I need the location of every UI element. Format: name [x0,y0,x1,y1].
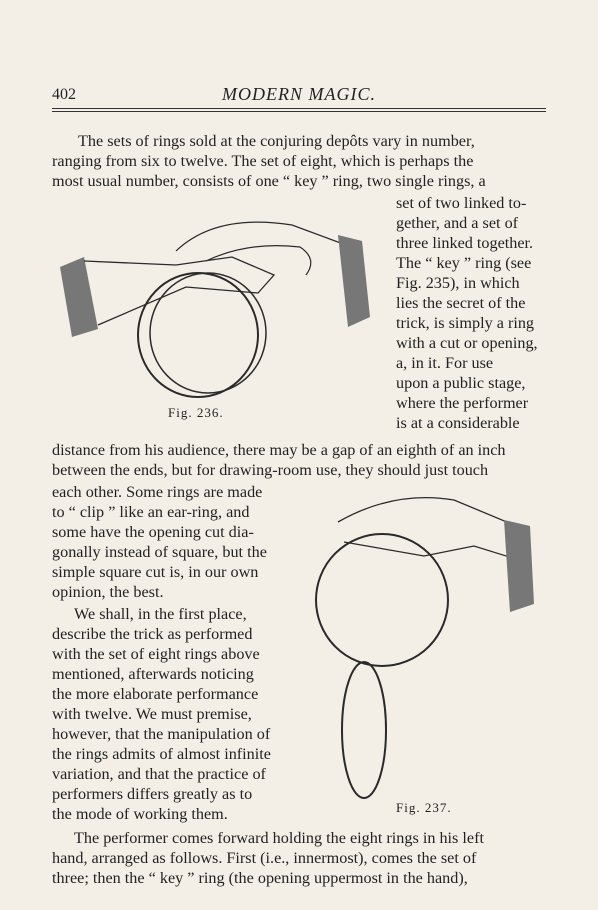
p2-line-8: the rings admits of almost infinite [52,745,271,763]
p1-line-7: The “ key ” ring (see [396,254,532,272]
p2-line-6: with twelve. We must premise, [52,705,252,723]
p1-line-22: simple square cut is, in our own [52,563,259,581]
p3-line-1: The performer comes forward holding the eight rings in his left [74,829,484,847]
figure-236-caption: Fig. 236. [168,405,224,420]
p1-line-1: The sets of rings sold at the conjuring depôts vary in number, [78,132,475,150]
page-header [52,80,546,110]
p1-line-11: with a cut or opening, [396,334,538,352]
p2-line-5: the more elaborate performance [52,685,259,703]
p1-line-9: lies the secret of the [396,294,526,312]
header-rule [52,108,546,109]
p1-line-16: distance from his audience, there may be a gap of an eighth of an inch [52,441,506,459]
small-ring [342,662,386,798]
p2-line-4: mentioned, afterwards noticing [52,665,254,683]
p1-line-19: to “ clip ” like an ear-ring, and [52,503,250,521]
p1-line-3: most usual number, consists of one “ key ” ring, two single rings, a [52,172,486,190]
p2-line-7: however, that the manipulation of [52,725,271,743]
p1-line-12: a, in it. For use [396,354,494,372]
p1-line-14: where the performer [396,394,529,412]
p1-line-5: gether, and a set of [396,214,519,232]
p1-line-20: some have the opening cut dia- [52,523,254,541]
header-rule-2 [52,111,546,112]
ring-back [150,273,266,393]
p1-line-10: trick, is simply a ring [396,314,535,332]
p2-line-2: describe the trick as performed [52,625,253,643]
figure-237-caption: Fig. 237. [396,800,452,815]
cuff [504,520,534,612]
running-head: MODERN MAGIC. [222,84,376,104]
p1-line-13: upon a public stage, [396,374,526,392]
p1-line-21: gonally instead of square, but the [52,543,267,561]
p3-line-3: three; then the “ key ” ring (the opening uppermost in the hand), [52,869,468,887]
large-ring [316,534,448,666]
p1-line-4: set of two linked to- [396,194,527,212]
p1-line-17: between the ends, but for drawing-room use, they should just touch [52,461,489,479]
p1-line-18: each other. Some rings are made [52,483,263,501]
p2-line-9: variation, and that the practice of [52,765,266,783]
p2-line-1: We shall, in the first place, [74,605,247,623]
p2-line-10: performers differs greatly as to [52,785,253,803]
p2-line-11: the mode of working them. [52,805,228,823]
p3-line-2: hand, arranged as follows. First (i.e., innermost), comes the set of [52,849,477,867]
p2-line-3: with the set of eight rings above [52,645,260,663]
p1-line-8: Fig. 235), in which [396,274,520,292]
p1-line-23: opinion, the best. [52,583,164,601]
figure-237-illustration [304,490,534,805]
ring-front [138,273,258,397]
figure-236-illustration [56,205,376,400]
p1-line-15: is at a considerable [396,414,520,432]
page-number: 402 [52,86,76,103]
right-cuff [338,235,370,327]
p1-line-2: ranging from six to twelve. The set of eight, which is perhaps the [52,152,474,170]
p1-line-6: three linked together. [396,234,534,252]
left-cuff [60,257,98,337]
